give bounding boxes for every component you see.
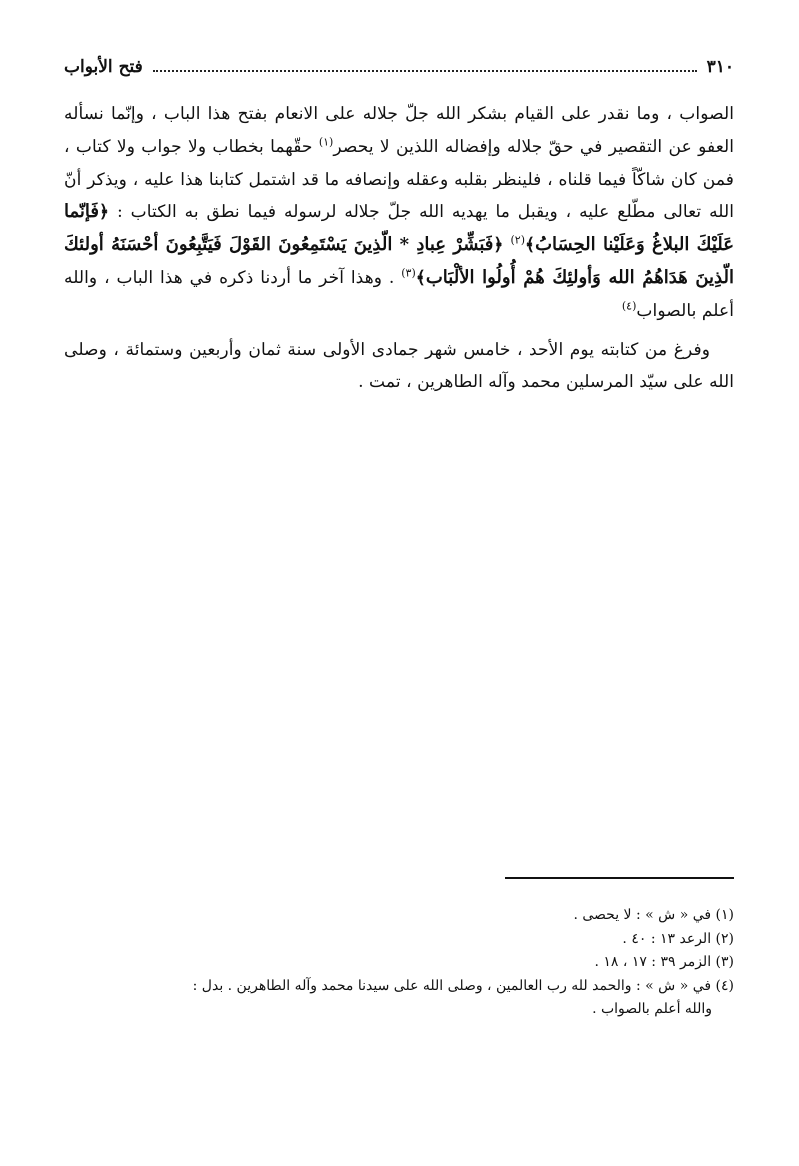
quran-bracket-open: ﴿ — [99, 202, 110, 223]
paragraph-colophon: وفرغ من كتابته يوم الأحد ، خامس شهر جمادى الأولى سنة ثمان وأربعين وستمائة ، وصلى الله على سيّد المرسلين محمد وآله الطاهرين ، تمت . — [64, 339, 734, 393]
running-head — [64, 52, 734, 82]
footnotes — [64, 904, 734, 1022]
quran-bracket-close: ﴾ — [415, 267, 426, 288]
footnote-ref-4: (٤) — [621, 299, 637, 313]
text-segment: حقّهما بخطاب ولا جواب ولا كتاب ، فمن كان شاكّاً فيما قلناه ، فلينظر بقلبه وعقله وإنصافه ما قد اشتمل كتابنا هذا عليه ، ويذكر أنّ الله تعالى مطّلع عليه ، ويقبل ما يهديه الله جلّ جلاله لرسوله فيما نطق به الكتاب : — [64, 136, 734, 223]
text-segment: . وهذا آخر ما أردنا ذكره في هذا الباب ، والله أعلم بالصواب — [64, 267, 734, 321]
quran-verse-1: فَإنّما عَلَيْكَ البلاغُ وَعَلَيْنا الحِسَابُ — [64, 201, 734, 256]
running-title: فتح الأبواب — [64, 57, 143, 77]
paragraph-1 — [64, 98, 734, 328]
footnote-1: (١) في « ش » : لا يحصى . — [573, 907, 734, 923]
footnote-divider — [505, 877, 734, 879]
footnote-ref-1: (١) — [318, 135, 334, 149]
footnote-4: (٤) في « ش » : والحمد لله رب العالمين ، وصلى الله على سيدنا محمد وآله الطاهرين . بدل : — [192, 977, 734, 994]
footnote-ref-3: (٣) — [401, 266, 416, 280]
footnote-3: (٣) الزمر ٣٩ : ١٧ ، ١٨ . — [594, 954, 734, 970]
footnote-ref-2: (٢) — [510, 233, 525, 247]
main-text — [64, 98, 734, 399]
dotted-leader — [153, 70, 697, 72]
page-number: ٣١٠ — [706, 57, 734, 77]
quran-bracket-open: ﴿ — [493, 235, 511, 256]
text-segment: الصواب ، وما نقدر على القيام بشكر الله جلّ جلاله على الانعام بفتح هذا الباب ، وإنّما نسأله العفو عن التقصير في حقّ جلاله وإفضاله اللذين لا يحصر — [64, 104, 734, 157]
quran-verse-2: فَبَشِّرْ عِبادِ * الّذِينَ يَسْتَمِعُونَ القَوْلَ فَيَتَّبِعُونَ أحْسَنَهُ أولئكَ الّذِينَ هَدَاهُمُ الله وَأولئِكَ هُمْ أُولُوا الألْبَاب — [64, 234, 734, 288]
footnote-4-continuation: والله أعلم بالصواب . — [592, 1001, 712, 1017]
footnote-2: (٢) الرعد ١٣ : ٤٠ . — [622, 930, 734, 947]
quran-bracket-close: ﴾ — [524, 235, 536, 256]
